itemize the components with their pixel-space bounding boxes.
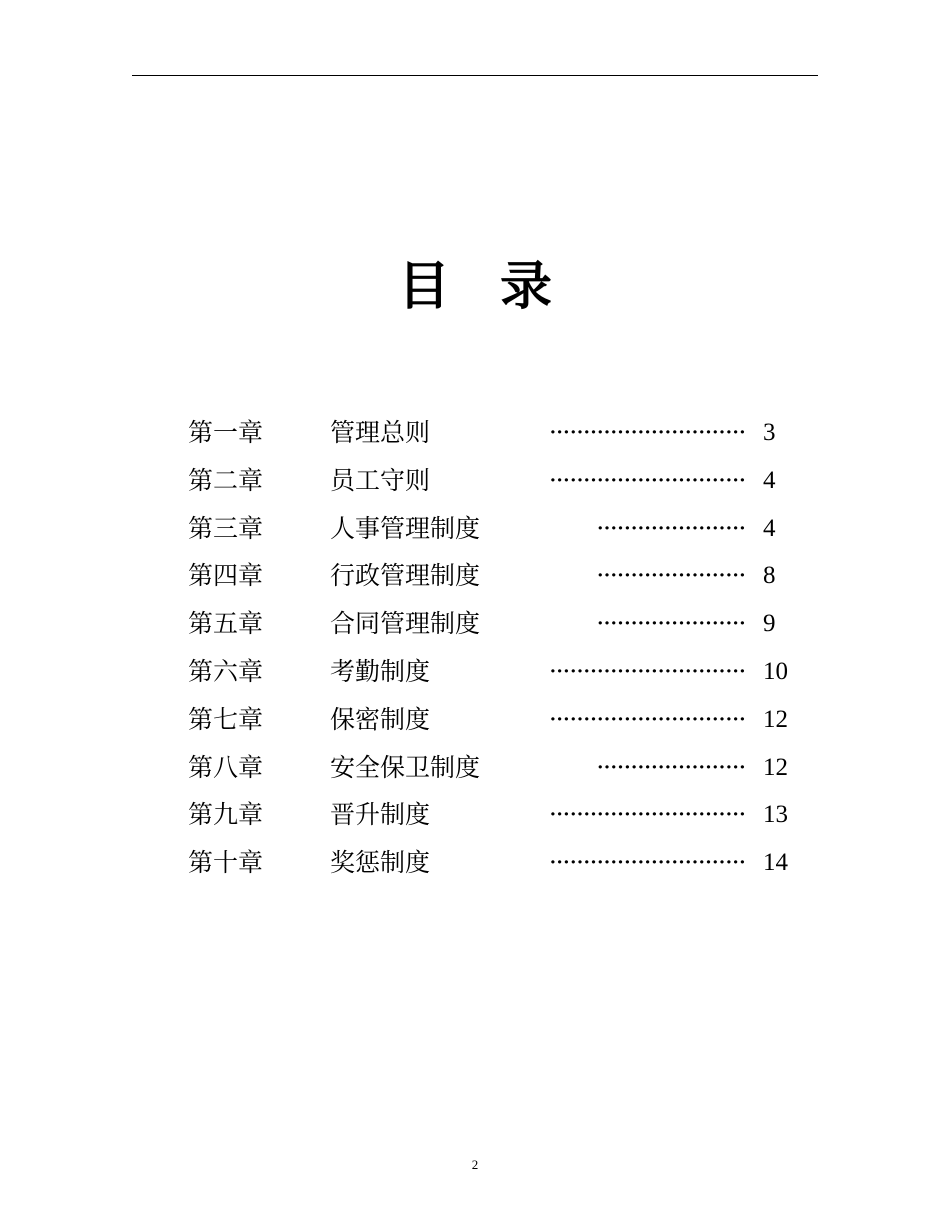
toc-chapter: 第八章 bbox=[188, 752, 264, 782]
toc-chapter: 第三章 bbox=[188, 513, 264, 543]
toc-page-number: 13 bbox=[763, 801, 788, 829]
toc-chapter: 第五章 bbox=[188, 609, 264, 639]
toc-entry[interactable] bbox=[188, 552, 808, 600]
toc-leader-dots: ····························· bbox=[549, 469, 746, 491]
page-number: 2 bbox=[471, 1157, 479, 1172]
toc-entry[interactable] bbox=[188, 791, 808, 839]
toc-title-char-2: 录 bbox=[500, 257, 553, 317]
toc-chapter: 第十章 bbox=[188, 848, 264, 878]
toc-leader-dots: ····························· bbox=[549, 852, 746, 874]
toc-leader-dots: ······················ bbox=[597, 756, 746, 778]
toc-name: 员工守则 bbox=[330, 465, 431, 495]
toc-entry[interactable] bbox=[188, 505, 808, 553]
toc-entry[interactable] bbox=[188, 457, 808, 505]
toc-name: 奖惩制度 bbox=[330, 848, 431, 878]
toc-entry[interactable] bbox=[188, 648, 808, 696]
toc-name: 考勤制度 bbox=[330, 656, 431, 686]
toc-name: 保密制度 bbox=[330, 704, 431, 734]
toc-name: 晋升制度 bbox=[330, 800, 431, 830]
toc-page-number: 4 bbox=[763, 466, 776, 494]
toc-leader-dots: ····························· bbox=[549, 660, 746, 682]
toc-page-number: 12 bbox=[763, 753, 788, 781]
toc-entry[interactable] bbox=[188, 744, 808, 792]
header-rule bbox=[132, 75, 818, 76]
toc-leader-dots: ······················ bbox=[597, 517, 746, 539]
toc-name: 行政管理制度 bbox=[330, 561, 481, 591]
toc-entry[interactable] bbox=[188, 696, 808, 744]
toc-name: 安全保卫制度 bbox=[330, 752, 481, 782]
toc-leader-dots: ······················ bbox=[597, 565, 746, 587]
toc-page-number: 12 bbox=[763, 705, 788, 733]
toc-chapter: 第二章 bbox=[188, 465, 264, 495]
toc-name: 合同管理制度 bbox=[330, 609, 481, 639]
toc-title bbox=[0, 252, 950, 322]
toc-page-number: 4 bbox=[763, 514, 776, 542]
toc-chapter: 第七章 bbox=[188, 704, 264, 734]
toc-page-number: 8 bbox=[763, 562, 776, 590]
toc-list bbox=[188, 409, 808, 887]
toc-name: 管理总则 bbox=[330, 418, 431, 447]
toc-chapter: 第九章 bbox=[188, 800, 264, 830]
toc-leader-dots: ····························· bbox=[549, 422, 746, 443]
toc-entry[interactable] bbox=[188, 839, 808, 887]
toc-chapter: 第四章 bbox=[188, 561, 264, 591]
toc-leader-dots: ····························· bbox=[549, 804, 746, 826]
toc-leader-dots: ······················ bbox=[597, 613, 746, 635]
toc-chapter: 第六章 bbox=[188, 656, 264, 686]
toc-chapter: 第一章 bbox=[188, 418, 264, 447]
toc-page-number: 10 bbox=[763, 657, 788, 685]
toc-page-number: 9 bbox=[763, 610, 776, 638]
toc-entry[interactable] bbox=[188, 409, 808, 457]
toc-name: 人事管理制度 bbox=[330, 513, 481, 543]
toc-title-char-1: 目 bbox=[397, 257, 450, 317]
toc-page-number: 14 bbox=[763, 849, 788, 877]
toc-entry[interactable] bbox=[188, 600, 808, 648]
toc-page-number: 3 bbox=[763, 419, 776, 446]
toc-leader-dots: ····························· bbox=[549, 708, 746, 730]
